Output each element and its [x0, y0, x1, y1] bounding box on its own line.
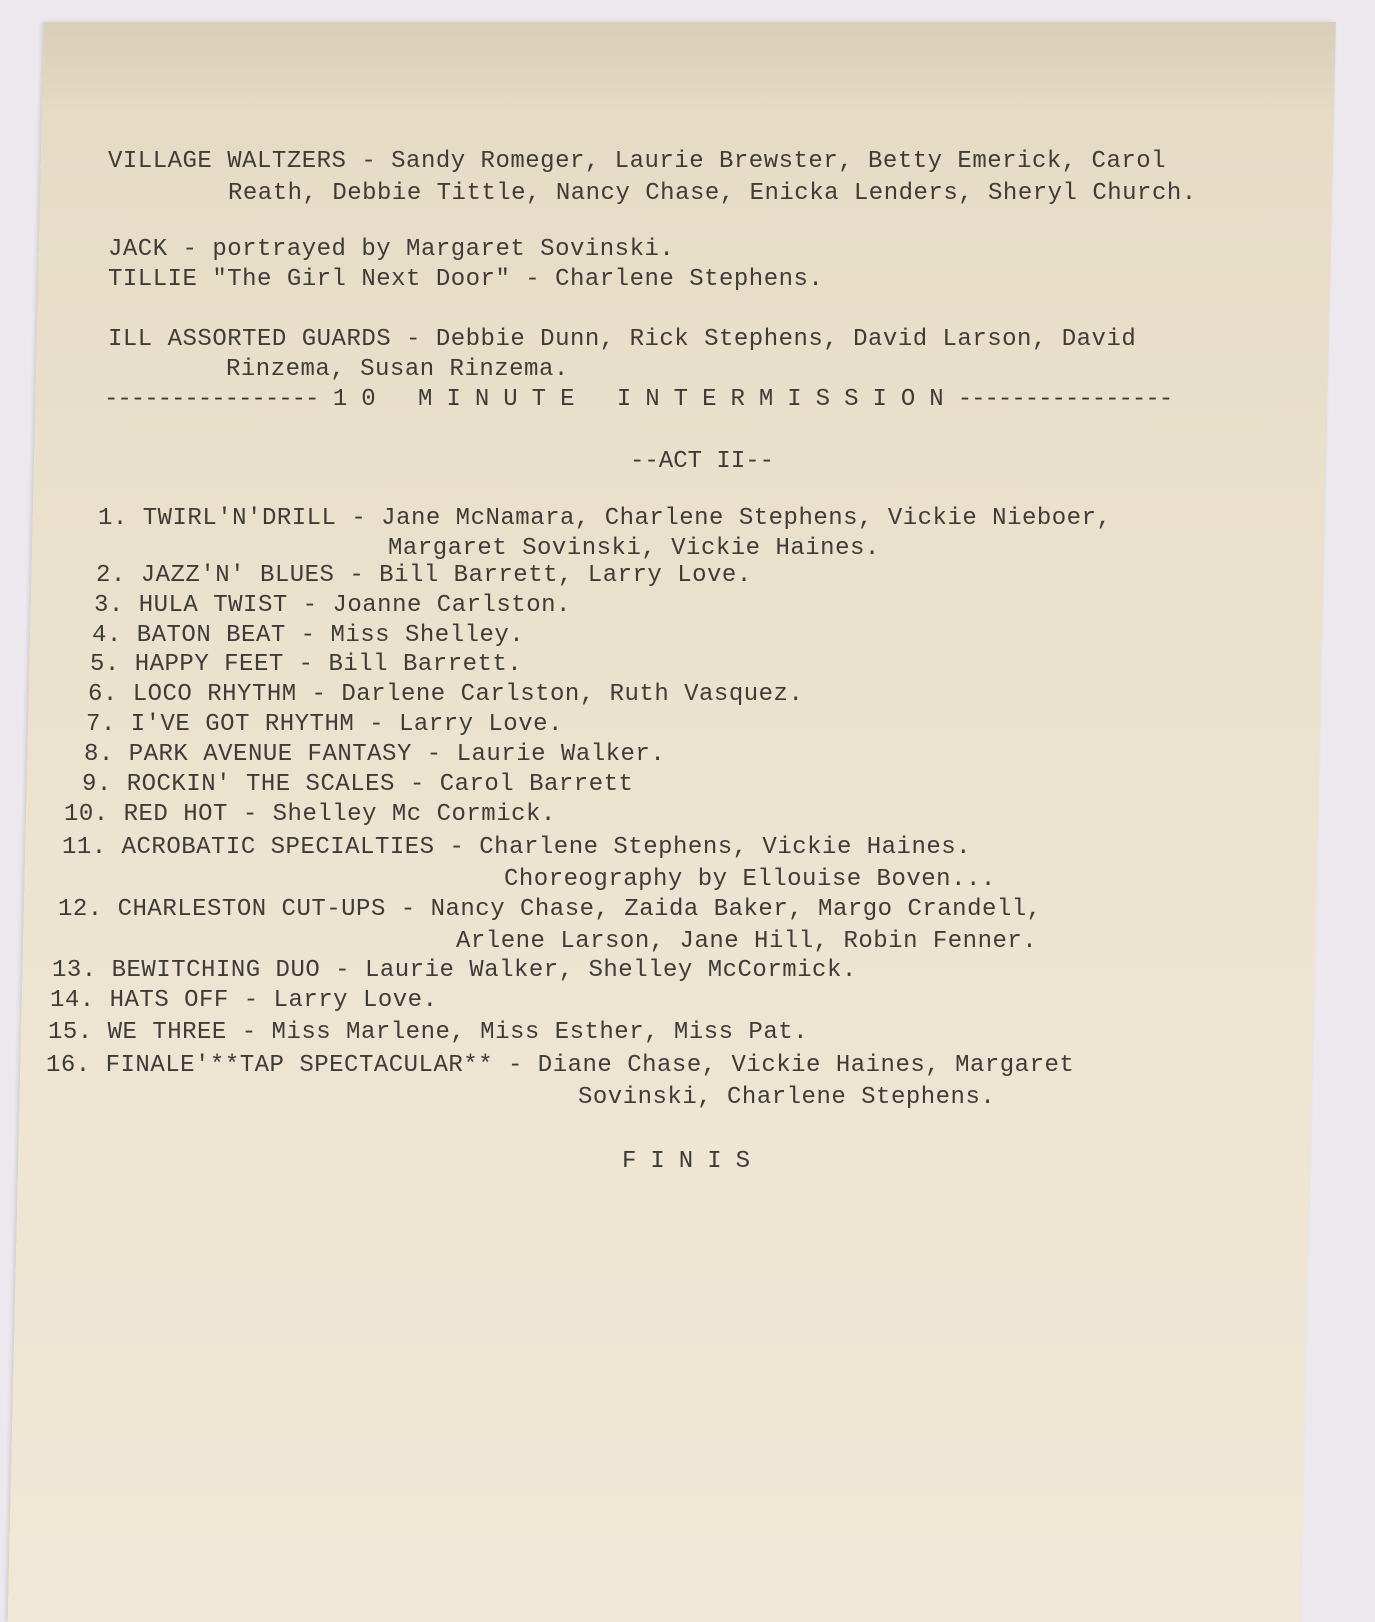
act-number: 10. — [64, 801, 124, 828]
act-performers-continued: Choreography by Ellouise Boven... — [504, 866, 996, 893]
act-item — [98, 505, 1111, 532]
act-separator: - — [354, 711, 399, 738]
act-performers: Larry Love. — [398, 711, 563, 738]
act-performers: Carol Barrett — [439, 771, 634, 798]
act-item — [52, 957, 857, 984]
act-separator: - — [434, 834, 480, 861]
act-item — [50, 987, 437, 1014]
act-item — [96, 562, 752, 589]
act-title-text: CHARLESTON CUT-UPS — [117, 896, 386, 923]
act-item — [64, 801, 556, 828]
act-performers: Larry Love. — [273, 987, 438, 1014]
act-separator: - — [336, 505, 382, 532]
act-performers: Miss Shelley. — [330, 622, 525, 649]
act-performers-continued: Arlene Larson, Jane Hill, Robin Fenner. — [456, 928, 1038, 955]
act-title-text: HATS OFF — [109, 987, 229, 1014]
act-title-text: HULA TWIST — [138, 592, 288, 619]
act-separator: - — [411, 741, 457, 768]
act-performers: Laurie Walker. — [456, 741, 666, 768]
act-separator: - — [283, 651, 329, 678]
act-title-text: WE THREE — [107, 1019, 227, 1046]
guards-line-2: Rinzema, Susan Rinzema. — [226, 356, 569, 383]
act-number: 14. — [50, 987, 110, 1014]
act-title-text: ROCKIN' THE SCALES — [126, 771, 395, 798]
village-waltzers-line-1: VILLAGE WALTZERS - Sandy Romeger, Laurie Brewster, Betty Emerick, Carol — [108, 148, 1167, 175]
act-title: --ACT II-- — [630, 448, 775, 475]
guards-line-1: ILL ASSORTED GUARDS - Debbie Dunn, Rick Stephens, David Larson, David — [108, 326, 1137, 353]
act-number: 4. — [92, 622, 137, 649]
act-separator: - — [394, 771, 440, 798]
act-number: 15. — [48, 1019, 108, 1046]
act-title-text: RED HOT — [123, 801, 228, 828]
act-separator: - — [320, 957, 365, 984]
act-performers: Joanne Carlston. — [332, 592, 571, 619]
act-performers: Shelley Mc Cormick. — [272, 801, 556, 828]
act-item — [82, 771, 633, 798]
act-item — [90, 651, 522, 678]
act-title-text: ACROBATIC SPECIALTIES — [121, 834, 435, 861]
act-performers-continued: Sovinski, Charlene Stephens. — [578, 1084, 996, 1111]
act-title-text: JAZZ'N' BLUES — [140, 562, 335, 589]
act-number: 8. — [84, 741, 129, 768]
act-item — [92, 622, 524, 649]
act-separator: - — [287, 592, 333, 619]
finis: FINIS — [622, 1148, 765, 1175]
act-item — [62, 834, 971, 861]
intermission-line — [104, 386, 1172, 413]
act-item — [94, 592, 571, 619]
act-title-text: LOCO RHYTHM — [132, 681, 297, 708]
act-performers: Nancy Chase, Zaida Baker, Margo Crandell, — [430, 896, 1042, 923]
act-title-text: FINALE'**TAP SPECTACULAR** — [105, 1052, 494, 1079]
act-item — [86, 711, 563, 738]
act-number: 1. — [98, 505, 143, 532]
act-number: 2. — [96, 562, 141, 589]
act-separator: - — [385, 896, 431, 923]
act-separator: - — [493, 1052, 538, 1079]
act-number: 11. — [62, 834, 122, 861]
act-item — [48, 1019, 808, 1046]
act-number: 16. — [46, 1052, 106, 1079]
act-performers: Charlene Stephens, Vickie Haines. — [479, 834, 972, 861]
act-separator: - — [285, 622, 331, 649]
act-performers: Miss Marlene, Miss Esther, Miss Pat. — [271, 1019, 809, 1046]
act-title-text: HAPPY FEET — [134, 651, 284, 678]
act-number: 12. — [58, 896, 118, 923]
act-number: 13. — [52, 957, 112, 984]
act-performers: Laurie Walker, Shelley McCormick. — [364, 957, 857, 984]
act-performers: Bill Barrett, Larry Love. — [379, 562, 752, 589]
act-number: 3. — [94, 592, 139, 619]
act-title-text: I'VE GOT RHYTHM — [130, 711, 355, 738]
act-performers: Bill Barrett. — [328, 651, 523, 678]
act-number: 5. — [90, 651, 135, 678]
act-performers: Darlene Carlston, Ruth Vasquez. — [341, 681, 804, 708]
act-number: 9. — [82, 771, 127, 798]
act-item — [84, 741, 665, 768]
act-separator: - — [227, 801, 273, 828]
tillie-line: TILLIE "The Girl Next Door" - Charlene Stephens. — [108, 266, 824, 293]
act-title-text: TWIRL'N'DRILL — [142, 505, 337, 532]
intermission-dashes-left: ---------------- — [104, 386, 319, 413]
act-title-text: BATON BEAT — [136, 622, 286, 649]
intermission-text: 10 MINUTE INTERMISSION — [332, 386, 958, 413]
act-separator: - — [334, 562, 380, 589]
act-item — [46, 1052, 1074, 1079]
act-item — [88, 681, 803, 708]
act-item — [58, 896, 1042, 923]
act-title-text: PARK AVENUE FANTASY — [128, 741, 412, 768]
act-number: 7. — [86, 711, 131, 738]
act-separator: - — [228, 987, 274, 1014]
act-performers-continued: Margaret Sovinski, Vickie Haines. — [388, 535, 880, 562]
act-number: 6. — [88, 681, 133, 708]
act-performers: Jane McNamara, Charlene Stephens, Vickie Nieboer, — [381, 505, 1112, 532]
jack-line: JACK - portrayed by Margaret Sovinski. — [108, 236, 675, 263]
act-title-text: BEWITCHING DUO — [111, 957, 321, 984]
act-separator: - — [226, 1019, 272, 1046]
act-performers: Diane Chase, Vickie Haines, Margaret — [537, 1052, 1075, 1079]
village-waltzers-line-2: Reath, Debbie Tittle, Nancy Chase, Enicka Lenders, Sheryl Church. — [228, 180, 1197, 207]
act-separator: - — [296, 681, 342, 708]
intermission-dashes-right: ---------------- — [957, 386, 1173, 413]
